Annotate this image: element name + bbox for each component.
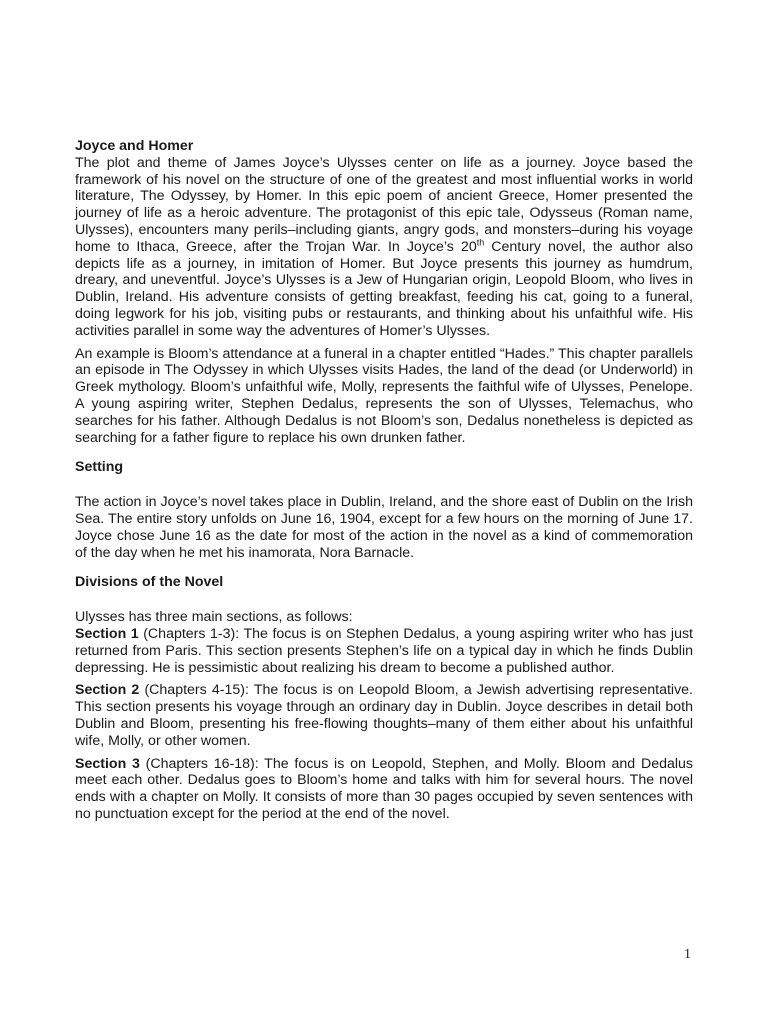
paragraph-setting: The action in Joyce’s novel takes place in Dublin, Ireland, and the shore east of Dublin on the Irish Sea. The entire story unfolds on June 16, 1904, except for a few hours on the morning of June 17. Joyce chose June 16 as the date for most of the action in the novel as a kind of commemoration of the day when he met his inamorata, Nora Barnacle. <box>75 494 693 561</box>
paragraph-text: Century novel, the author also depicts life as a journey, in imitation of Homer. But Joyce presents this journey as humdrum, dreary, and uneventful. Joyce’s Ulysses is a Jew of Hungarian origin, Leopold Bloom, who lives in Dublin, Ireland. His adventure consists of getting breakfast, feeding his cat, going to a funeral, doing legwork for his job, visiting pubs or restaurants, and thinking about his unfaithful wife. His activities parallel in some way the adventures of Homer’s Ulysses. <box>75 238 693 339</box>
section-label: Section 2 <box>75 682 140 699</box>
paragraph-joyce-homer-1 <box>75 155 693 340</box>
paragraph-section-2 <box>75 682 693 749</box>
paragraph-joyce-homer-2: An example is Bloom’s attendance at a funeral in a chapter entitled “Hades.” This chapter parallels an episode in The Odyssey in which Ulysses visits Hades, the land of the dead (or Underworld) in Greek mythology. Bloom’s unfaithful wife, Molly, represents the faithful wife of Ulysses, Penelope. A young aspiring writer, Stephen Dedalus, represents the son of Ulysses, Telemachus, who searches for his father. Although Dedalus is not Bloom’s son, Dedalus nonetheless is depicted as searching for a father figure to replace his own drunken father. <box>75 345 693 446</box>
paragraph-section-3 <box>75 756 693 823</box>
paragraph-section-1 <box>75 626 693 676</box>
section-text: (Chapters 4-15): The focus is on Leopold Bloom, a Jewish advertising representative. This section presents his voyage through an ordinary day in Dublin. Joyce describes in detail both Dublin and Bloom, presenting his free-flowing thoughts–many of them either about his unfaithful wife, Molly, or other women. <box>75 682 693 749</box>
page-number: 1 <box>684 947 691 962</box>
section-text: (Chapters 16-18): The focus is on Leopold, Stephen, and Molly. Bloom and Dedalus meet each other. Dedalus goes to Bloom’s home and talks with him for several hours. The novel ends with a chapter on Molly. It consists of more than 30 pages occupied by seven sentences with no punctuation except for the period at the end of the novel. <box>75 755 694 822</box>
document-page <box>75 138 693 829</box>
section-label: Section 3 <box>75 755 140 772</box>
section-label: Section 1 <box>75 625 139 642</box>
superscript-th: th <box>476 237 485 248</box>
heading-joyce-and-homer: Joyce and Homer <box>75 138 194 154</box>
heading-setting: Setting <box>75 459 124 476</box>
paragraph-divisions-intro: Ulysses has three main sections, as follows: <box>75 609 353 626</box>
heading-divisions: Divisions of the Novel <box>75 574 224 591</box>
section-text: (Chapters 1-3): The focus is on Stephen Dedalus, a young aspiring writer who has just returned from Paris. This section presents Stephen’s life on a typical day in which he finds Dublin depressing. He is pessimistic about realizing his dream to become a published author. <box>75 625 693 676</box>
paragraph-text: The plot and theme of James Joyce’s Ulysses center on life as a journey. Joyce based the framework of his novel on the structure of one of the greatest and most influential works in world literature, The Odyssey, by Homer. In this epic poem of ancient Greece, Homer presented the journey of life as a heroic adventure. The protagonist of this epic tale, Odysseus (Roman name, Ulysses), encounters many perils–including giants, angry gods, and monsters–during his voyage home to Ithaca, Greece, after the Trojan War. In Joyce’s 20 <box>75 154 693 255</box>
